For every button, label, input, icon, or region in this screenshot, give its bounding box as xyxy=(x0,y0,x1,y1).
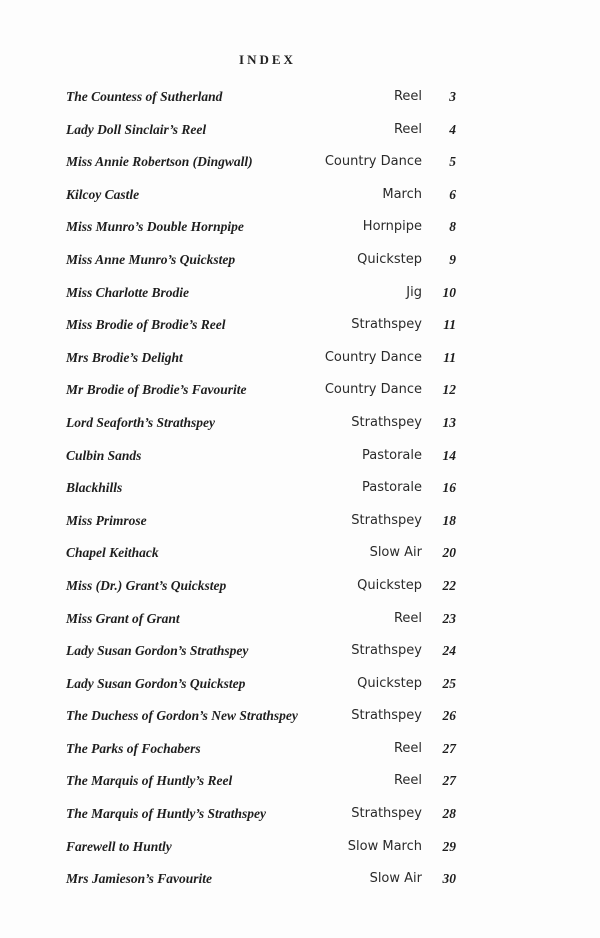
tune-title: Lord Seaforth’s Strathspey xyxy=(66,414,216,430)
tune-type: Reel xyxy=(393,121,422,137)
page-number: 20 xyxy=(442,545,456,561)
page-number: 25 xyxy=(442,675,456,691)
tune-type: Strathspey xyxy=(351,512,422,528)
index-entry xyxy=(66,608,466,641)
index-entry xyxy=(66,705,466,738)
tune-title: Miss Brodie of Brodie’s Reel xyxy=(66,317,226,333)
tune-title: Blackhills xyxy=(66,480,123,496)
page-number: 26 xyxy=(442,708,456,724)
tune-title: The Duchess of Gordon’s New Strathspey xyxy=(66,708,298,724)
page-number: 10 xyxy=(442,284,456,300)
tune-type: Hornpipe xyxy=(362,219,422,235)
page-number: 9 xyxy=(449,251,456,267)
index-entry xyxy=(66,314,466,347)
index-entry xyxy=(66,575,466,608)
page-title: INDEX xyxy=(239,52,296,67)
tune-type: Reel xyxy=(393,610,422,626)
page-number: 30 xyxy=(442,871,456,887)
tune-title: Miss Annie Robertson (Dingwall) xyxy=(66,154,253,170)
page-number: 28 xyxy=(442,806,456,822)
index-entry xyxy=(66,119,466,152)
tune-title: Mrs Jamieson’s Favourite xyxy=(66,871,213,887)
index-entry xyxy=(66,673,466,706)
page-number: 29 xyxy=(442,838,456,854)
index-entry xyxy=(66,510,466,543)
index-entry xyxy=(66,477,466,510)
page-number: 8 xyxy=(449,219,456,235)
tune-type: Strathspey xyxy=(351,806,422,822)
index-entry xyxy=(66,738,466,771)
tune-title: Mrs Brodie’s Delight xyxy=(66,349,183,365)
tune-type: Country Dance xyxy=(324,154,422,170)
index-entry xyxy=(66,184,466,217)
index-entry xyxy=(66,803,466,836)
page-number: 18 xyxy=(442,512,456,528)
tune-title: Culbin Sands xyxy=(66,447,142,463)
index-entry xyxy=(66,216,466,249)
page-number: 27 xyxy=(442,740,456,756)
tune-type: Country Dance xyxy=(324,382,422,398)
index-entry xyxy=(66,282,466,315)
tune-title: Lady Doll Sinclair’s Reel xyxy=(66,121,207,137)
tune-title: Miss (Dr.) Grant’s Quickstep xyxy=(66,577,227,593)
tune-title: Mr Brodie of Brodie’s Favourite xyxy=(66,382,247,398)
page-number: 14 xyxy=(442,447,456,463)
tune-type: Reel xyxy=(393,740,422,756)
index-entry xyxy=(66,640,466,673)
page-number: 6 xyxy=(449,186,456,202)
page-number: 22 xyxy=(442,577,456,593)
index-entry xyxy=(66,347,466,380)
tune-type: Pastorale xyxy=(362,480,422,496)
tune-title: Miss Munro’s Double Hornpipe xyxy=(66,219,244,235)
page-number: 24 xyxy=(442,643,456,659)
index-entry xyxy=(66,412,466,445)
tune-type: Slow March xyxy=(347,838,422,854)
page-number: 11 xyxy=(443,349,456,365)
tune-title: Farewell to Huntly xyxy=(66,838,172,854)
tune-title: The Marquis of Huntly’s Reel xyxy=(66,773,233,789)
tune-type: Strathspey xyxy=(351,414,422,430)
tune-type: Reel xyxy=(393,773,422,789)
page-number: 12 xyxy=(442,382,456,398)
tune-type: Jig xyxy=(406,284,422,300)
tune-title: Chapel Keithack xyxy=(66,545,159,561)
tune-title: The Parks of Fochabers xyxy=(66,740,201,756)
tune-type: Pastorale xyxy=(362,447,422,463)
tune-type: March xyxy=(382,186,422,202)
tune-title: Miss Primrose xyxy=(66,512,147,528)
page-number: 4 xyxy=(449,121,456,137)
index-entry xyxy=(66,379,466,412)
index-entry xyxy=(66,836,466,869)
tune-title: Miss Grant of Grant xyxy=(66,610,180,626)
page-number: 23 xyxy=(442,610,456,626)
index-entry xyxy=(66,542,466,575)
tune-title: Lady Susan Gordon’s Quickstep xyxy=(66,675,246,691)
page-number: 5 xyxy=(449,154,456,170)
page-number: 16 xyxy=(442,480,456,496)
index-entry xyxy=(66,151,466,184)
index-entry xyxy=(66,86,466,119)
tune-type: Reel xyxy=(393,89,422,104)
page-number: 13 xyxy=(442,414,456,430)
page-number: 11 xyxy=(443,317,456,333)
tune-type: Strathspey xyxy=(351,708,422,724)
index-entry xyxy=(66,868,466,901)
tune-type: Slow Air xyxy=(369,545,422,561)
tune-type: Country Dance xyxy=(324,349,422,365)
tune-title: Miss Charlotte Brodie xyxy=(66,284,190,300)
page-number: 27 xyxy=(442,773,456,789)
index-list xyxy=(66,86,466,901)
tune-title: Lady Susan Gordon’s Strathspey xyxy=(66,643,249,659)
tune-type: Quickstep xyxy=(357,675,422,691)
tune-type: Slow Air xyxy=(369,871,422,887)
tune-title: The Marquis of Huntly’s Strathspey xyxy=(66,806,267,822)
tune-type: Quickstep xyxy=(357,577,422,593)
index-entry xyxy=(66,770,466,803)
index-entry xyxy=(66,445,466,478)
index-entry xyxy=(66,249,466,282)
tune-title: Miss Anne Munro’s Quickstep xyxy=(66,251,236,267)
tune-title: Kilcoy Castle xyxy=(66,186,140,202)
tune-type: Quickstep xyxy=(357,251,422,267)
page-number: 3 xyxy=(449,89,456,104)
tune-type: Strathspey xyxy=(351,643,422,659)
tune-type: Strathspey xyxy=(351,317,422,333)
tune-title: The Countess of Sutherland xyxy=(66,89,223,104)
